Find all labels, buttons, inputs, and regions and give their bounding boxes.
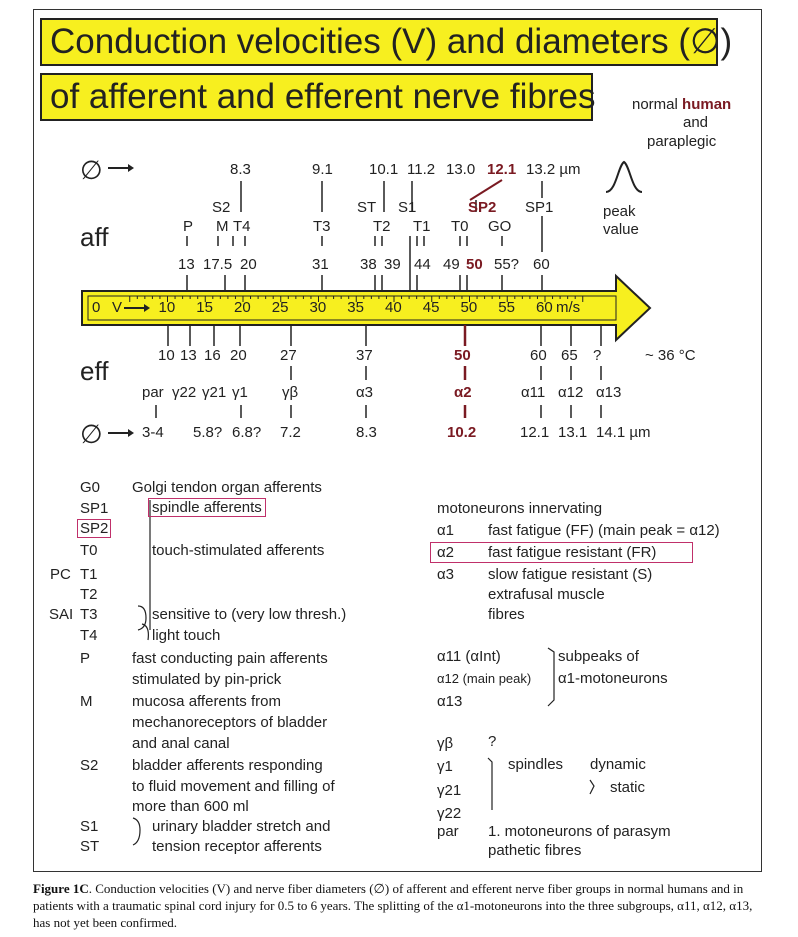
aff-type-t2: T2: [373, 218, 391, 235]
legend-text: more than 600 ml: [132, 798, 249, 815]
legend-bracket-static: [590, 780, 594, 794]
title-line-2: of afferent and efferent nerve fibres: [40, 73, 593, 121]
eff-type-gamma1: γ1: [232, 384, 248, 401]
alpha11-label: α11 (αInt): [437, 648, 501, 665]
axis-tick-label: 35: [347, 299, 364, 316]
aff-vel-55: 55?: [494, 256, 520, 273]
axis-v-label: V: [112, 299, 123, 316]
eff-type-par: par: [142, 384, 164, 401]
alpha13-label: α13: [437, 693, 463, 710]
eff-diam-14-1: 14.1 µm: [596, 424, 651, 441]
aff-group-sp2: SP2: [468, 199, 497, 216]
eff-type-alpha3: α3: [356, 384, 374, 401]
subtitle-normal: normal: [632, 96, 678, 113]
subpeaks-text-2: α1-motoneurons: [558, 670, 668, 687]
legend-text: Golgi tendon organ afferents: [132, 479, 322, 496]
axis-tick-label: 30: [309, 299, 327, 316]
aff-diameter-10-1: 10.1: [369, 161, 399, 178]
eff-vel-60: 60: [530, 347, 547, 364]
legend-code: M: [80, 693, 93, 710]
aff-group-s2: S2: [212, 199, 231, 216]
legend-code: S2: [80, 757, 99, 774]
static-text: static: [610, 779, 646, 796]
aff-diameter-13-0: 13.0: [446, 161, 476, 178]
legend-bracket-bladder: [133, 818, 140, 845]
gamma22-label: γ22: [437, 805, 462, 822]
aff-vel-50: 50: [466, 256, 483, 273]
legend-code: T0: [80, 542, 98, 559]
alpha3-code: α3: [437, 566, 455, 583]
title-line-1: Conduction velocities (V) and diameters (∅): [40, 18, 718, 66]
alpha1-text: fast fatigue (FF) (main peak = α12): [488, 522, 720, 539]
eff-diam-3-4: 3-4: [142, 424, 164, 441]
dynamic-text: dynamic: [590, 756, 646, 773]
alpha3-text: slow fatigue resistant (S): [488, 566, 653, 583]
legend-text: touch-stimulated afferents: [152, 542, 325, 559]
eff-diam-12-1: 12.1: [520, 424, 550, 441]
subtitle-line-2: and: [683, 114, 709, 131]
legend-code: P: [80, 650, 91, 667]
aff-diameter-9-1: 9.1: [312, 161, 333, 178]
eff-type-alpha12: α12: [558, 384, 584, 401]
extrafusal-text: extrafusal muscle: [488, 586, 605, 603]
aff-type-p: P: [183, 218, 194, 235]
aff-diameter-12-1: 12.1: [487, 161, 517, 178]
eff-vel-27: 27: [280, 347, 297, 364]
eff-vel-50: 50: [454, 347, 471, 364]
caption-label: Figure 1C: [33, 881, 89, 896]
subtitle-human: human: [682, 96, 732, 113]
legend-text: urinary bladder stretch and: [152, 818, 331, 835]
eff-label: eff: [80, 356, 109, 386]
par-text-1: 1. motoneurons of parasym: [488, 823, 671, 840]
legend-code: T4: [80, 627, 98, 644]
aff-type-go: GO: [488, 218, 512, 235]
aff-type-t3: T3: [313, 218, 331, 235]
aff-diameter-13-2: 13.2 µm: [526, 161, 581, 178]
figure-caption: [33, 880, 763, 931]
aff-type-t1: T1: [413, 218, 431, 235]
motoneurons-heading: motoneurons innervating: [437, 500, 603, 517]
alpha12-label: α12 (main peak): [437, 671, 532, 686]
legend-text: mucosa afferents from: [132, 693, 281, 710]
alpha1-code: α1: [437, 522, 455, 539]
aff-vel-60: 60: [533, 256, 550, 273]
eff-diameter-symbol: ∅: [80, 419, 103, 449]
eff-diam-13-1: 13.1: [558, 424, 588, 441]
legend-bracket-touch: [138, 606, 146, 630]
legend-text: bladder afferents responding: [132, 757, 323, 774]
axis-tick-label: 45: [422, 299, 440, 316]
legend-bracket-subpeaks: [548, 648, 554, 706]
legend-bracket-spindles: [488, 758, 492, 810]
legend-text: spindle afferents: [148, 498, 266, 517]
sp2-diagonal: [470, 180, 502, 200]
alpha2-code: α2: [437, 544, 455, 561]
peak-curve-icon: [606, 162, 642, 192]
legend-code: T2: [80, 586, 98, 603]
gamma1-label: γ1: [437, 758, 453, 775]
aff-diameter-symbol: ∅: [80, 155, 103, 185]
legend-text: and anal canal: [132, 735, 230, 752]
eff-vel-16: 16: [204, 347, 221, 364]
legend-code: T1: [80, 566, 98, 583]
legend-prefix: SAI: [49, 606, 74, 623]
peak-label-2: value: [603, 221, 639, 238]
eff-vel-37: 37: [356, 347, 373, 364]
legend-code: T3: [80, 606, 98, 623]
eff-type-alpha13: α13: [596, 384, 622, 401]
axis-tick-label: 15: [196, 299, 213, 316]
axis-tick-label: 40: [385, 299, 402, 316]
caption-text: . Conduction velocities (V) and nerve fiber diameters (∅) of afferent and efferent nerve fiber groups in normal humans and in patients with a traumatic spinal cord injury for 0.5 to 6 years. The splitting of the α1-motoneurons into the three subgroups, α11, α12, α13, has not yet been confirmed.: [33, 881, 753, 930]
aff-vel-49: 49: [443, 256, 460, 273]
eff-diam-7-2: 7.2: [280, 424, 301, 441]
aff-type-t0: T0: [451, 218, 469, 235]
aff-label: aff: [80, 222, 109, 252]
eff-vel-20: 20: [230, 347, 247, 364]
aff-vel-20: 20: [240, 256, 257, 273]
aff-diameter-8-3: 8.3: [230, 161, 251, 178]
aff-group-sp1: SP1: [525, 199, 554, 216]
par-label: par: [437, 823, 459, 840]
axis-zero-label: 0: [92, 299, 101, 316]
eff-vel-10: 10: [158, 347, 175, 364]
legend-text: sensitive to (very low thresh.): [152, 606, 347, 623]
legend-code: S1: [80, 818, 99, 835]
axis-tick-label: 55: [498, 299, 515, 316]
spindles-text: spindles: [508, 756, 564, 773]
legend-text: tension receptor afferents: [152, 838, 322, 855]
aff-vel-13: 13: [178, 256, 195, 273]
aff-diameter-11-2: 11.2: [407, 161, 436, 178]
aff-vel-39: 39: [384, 256, 401, 273]
temperature-label: ~ 36 °C: [645, 347, 696, 364]
eff-diam-5-8: 5.8?: [193, 424, 223, 441]
eff-diam-10-2: 10.2: [447, 424, 477, 441]
par-text-2: pathetic fibres: [488, 842, 582, 859]
axis-tick-label: 25: [271, 299, 289, 316]
axis-tick-label: 50: [460, 299, 478, 316]
subpeaks-text: subpeaks of: [558, 648, 639, 665]
legend-code: SP1: [80, 500, 109, 517]
eff-type-alpha11: α11: [521, 384, 546, 401]
legend-text: mechanoreceptors of bladder: [132, 714, 328, 731]
aff-type-m: M: [216, 218, 229, 235]
eff-type-gamma-beta: γβ: [282, 384, 299, 401]
legend-code: ST: [80, 838, 100, 855]
aff-vel-31: 31: [312, 256, 329, 273]
legend-text: to fluid movement and filling of: [132, 778, 335, 795]
gamma-beta-unknown: ?: [488, 733, 497, 750]
gamma-beta-label: γβ: [437, 735, 454, 752]
legend-text: fast conducting pain afferents: [132, 650, 328, 667]
subtitle-line-3: paraplegic: [647, 133, 717, 150]
fibres-text: fibres: [488, 606, 525, 623]
aff-group-st: ST: [357, 199, 377, 216]
alpha2-text: fast fatigue resistant (FR): [488, 544, 657, 561]
axis-unit: m/s: [556, 299, 581, 316]
aff-vel-17-5: 17.5: [203, 256, 233, 273]
eff-vel-13: 13: [180, 347, 197, 364]
axis-tick-label: 10: [158, 299, 176, 316]
eff-vel-unknown: ?: [593, 347, 602, 364]
peak-label-1: peak: [603, 203, 636, 220]
legend-prefix: PC: [50, 566, 71, 583]
legend-code: G0: [80, 479, 101, 496]
legend-code: SP2: [77, 519, 111, 538]
aff-group-s1: S1: [398, 199, 417, 216]
eff-diam-6-8: 6.8?: [232, 424, 262, 441]
eff-vel-65: 65: [561, 347, 578, 364]
legend-text: light touch: [152, 627, 221, 644]
axis-tick-label: 60: [536, 299, 553, 316]
legend-text: stimulated by pin-prick: [132, 671, 282, 688]
eff-diam-8-3: 8.3: [356, 424, 377, 441]
aff-vel-44: 44: [414, 256, 431, 273]
gamma21-label: γ21: [437, 782, 462, 799]
axis-tick-label: 20: [234, 299, 251, 316]
eff-type-gamma22: γ22: [172, 384, 197, 401]
eff-type-gamma21: γ21: [202, 384, 227, 401]
aff-vel-38: 38: [360, 256, 377, 273]
eff-type-alpha2: α2: [454, 384, 472, 401]
aff-type-t4: T4: [233, 218, 251, 235]
